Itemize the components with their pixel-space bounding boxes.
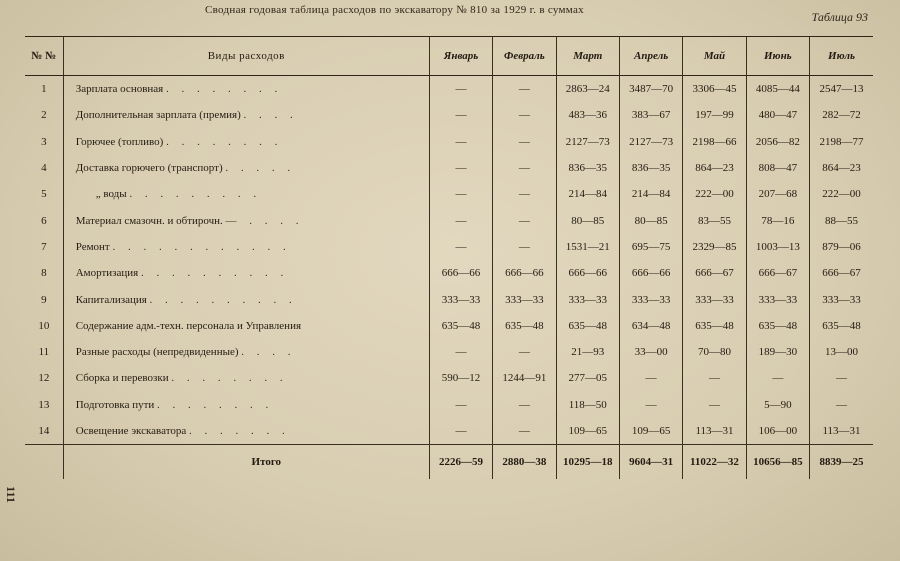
column-header-month: Февраль [493,37,556,76]
expense-name-cell [63,339,429,365]
month-value-cell: — [493,155,556,181]
month-value-cell: 214—84 [619,181,682,207]
month-value-cell: 836—35 [556,155,619,181]
table-row [25,129,873,155]
table-caption: Сводная годовая таблица расходов по экскаватору № 810 за 1929 г. в суммах [205,4,584,16]
month-value-cell: 207—68 [746,181,809,207]
column-header-month: Июнь [746,37,809,76]
month-value-cell: — [429,234,492,260]
leader-dots: . . . . . . . . [165,83,283,96]
expense-name-cell [63,155,429,181]
expense-name-cell [63,102,429,128]
table-row [25,155,873,181]
month-value-cell: — [683,365,746,391]
month-value-cell: — [429,102,492,128]
month-value-cell: 864—23 [810,155,873,181]
row-number: 12 [38,372,50,385]
month-value-cell: 333—33 [683,286,746,312]
month-value-cell: 214—84 [556,181,619,207]
month-value-cell: 666—66 [619,260,682,286]
table-row [25,313,873,339]
expense-name: Содержание адм.-техн. персонала и Управления [75,319,302,332]
month-value-cell: 635—48 [493,313,556,339]
table-row [25,234,873,260]
expense-name-cell [63,207,429,233]
month-value-cell: 635—48 [810,313,873,339]
row-number: 6 [41,214,47,227]
month-value-cell: 333—33 [619,286,682,312]
month-value-cell: 666—66 [429,260,492,286]
expense-name: Капитализация [75,293,147,306]
total-value-cell: 9604—31 [619,445,682,480]
month-value-cell: 2056—82 [746,129,809,155]
month-value-cell: — [429,129,492,155]
month-value-cell: 78—16 [746,207,809,233]
month-value-cell: — [493,392,556,418]
month-value-cell: 590—12 [429,365,492,391]
expense-name-cell [63,76,429,103]
page-number: 111 [3,486,18,503]
leader-dots: . . . . [241,346,296,359]
table-row [25,260,873,286]
month-value-cell: 109—65 [556,418,619,445]
table-row [25,181,873,207]
leader-dots: . . . . . . . . [157,398,274,411]
total-value-cell: 10295—18 [556,445,619,480]
month-value-cell: — [493,102,556,128]
month-value-cell: — [429,76,492,103]
expense-name: Дополнительная зарплата (премия) [75,109,241,122]
month-value-cell: 2127—73 [556,129,619,155]
month-value-cell: 635—48 [683,313,746,339]
expense-name: Амортизация [75,267,139,280]
month-value-cell: — [619,365,682,391]
month-value-cell: 222—00 [810,181,873,207]
month-value-cell: — [493,76,556,103]
month-value-cell: 2329—85 [683,234,746,260]
row-number: 1 [41,83,47,96]
month-value-cell: 80—85 [556,207,619,233]
leader-dots: . . . . [243,109,298,122]
month-value-cell: 3487—70 [619,76,682,103]
month-value-cell: — [810,365,873,391]
column-header-month: Май [683,37,746,76]
month-value-cell: 666—67 [683,260,746,286]
month-value-cell: 333—33 [493,286,556,312]
total-row-number [25,445,63,480]
row-number: 13 [38,398,50,411]
expense-name: Разные расходы (непредвиденные) [75,346,239,359]
month-value-cell: 333—33 [429,286,492,312]
month-value-cell: — [619,392,682,418]
leader-dots: . . . . . [225,162,296,175]
row-number: 2 [41,109,47,122]
month-value-cell: — [429,418,492,445]
expense-name: Ремонт [75,240,110,253]
month-value-cell: 70—80 [683,339,746,365]
total-label: Итого [63,445,429,480]
month-value-cell: 333—33 [746,286,809,312]
row-number: 11 [38,346,50,359]
month-value-cell: 1244—91 [493,365,556,391]
month-value-cell: 695—75 [619,234,682,260]
expense-name-cell [63,129,429,155]
month-value-cell: 33—00 [619,339,682,365]
leader-dots: . . . . . . . . [166,135,283,148]
table-row [25,76,873,103]
month-value-cell: 635—48 [746,313,809,339]
expense-name: „ воды [95,188,127,201]
table-row [25,207,873,233]
month-value-cell: 383—67 [619,102,682,128]
total-row [25,445,873,480]
month-value-cell: 2127—73 [619,129,682,155]
month-value-cell: 83—55 [683,207,746,233]
column-header-expense-type: Виды расходов [63,37,429,76]
month-value-cell: 836—35 [619,155,682,181]
month-value-cell: 808—47 [746,155,809,181]
column-header-month: Январь [429,37,492,76]
expense-name-cell [63,418,429,445]
table-row [25,392,873,418]
month-value-cell: 666—67 [810,260,873,286]
table-number-label: Таблица 93 [811,10,868,24]
column-header-month: Июль [810,37,873,76]
month-value-cell: 864—23 [683,155,746,181]
month-value-cell: 2863—24 [556,76,619,103]
month-value-cell: 666—67 [746,260,809,286]
month-value-cell: 879—06 [810,234,873,260]
expense-table [25,36,873,479]
expense-name: Горючее (топливо) [75,135,164,148]
expense-name-cell [63,286,429,312]
table-row [25,418,873,445]
month-value-cell: — [810,392,873,418]
leader-dots: . . . . . . . . . . [149,293,297,306]
month-value-cell: 88—55 [810,207,873,233]
month-value-cell: 333—33 [556,286,619,312]
month-value-cell: 113—31 [683,418,746,445]
expense-name: Сборка и перевозки [75,372,169,385]
expense-name: Зарплата основная [75,83,164,96]
month-value-cell: 634—48 [619,313,682,339]
table-header [25,37,873,76]
leader-dots: . . . . . . . [189,425,290,437]
month-value-cell: 13—00 [810,339,873,365]
month-value-cell: 2547—13 [810,76,873,103]
table-row [25,286,873,312]
month-value-cell: 197—99 [683,102,746,128]
expense-name: Материал смазочн. и обтирочн. [75,214,223,227]
month-value-cell: 118—50 [556,392,619,418]
total-value-cell: 10656—85 [746,445,809,480]
row-number: 10 [38,319,50,332]
leader-dots: . . . . . . . . . . [140,267,289,280]
expense-name: Освещение экскаватора [75,425,187,437]
expense-name-cell [63,392,429,418]
leader-dots: . . . . . . . . . [129,188,262,201]
month-value-cell: 635—48 [556,313,619,339]
month-value-cell: — [683,392,746,418]
month-value-cell: 1531—21 [556,234,619,260]
month-value-cell: — [429,155,492,181]
month-value-cell: — [493,207,556,233]
table-body [25,76,873,480]
month-value-cell: 113—31 [810,418,873,445]
month-value-cell: 282—72 [810,102,873,128]
total-value-cell: 2880—38 [493,445,556,480]
row-number: 7 [41,240,47,253]
month-value-cell: 5—90 [746,392,809,418]
table-row [25,339,873,365]
month-value-cell: — [493,181,556,207]
month-value-cell: 1003—13 [746,234,809,260]
expense-name-cell [63,365,429,391]
month-value-cell: 4085—44 [746,76,809,103]
total-value-cell: 8839—25 [810,445,873,480]
row-number: 8 [41,267,47,280]
month-value-cell: 222—00 [683,181,746,207]
month-value-cell: 277—05 [556,365,619,391]
month-value-cell: — [429,207,492,233]
month-value-cell: 333—33 [810,286,873,312]
column-header-month: Апрель [619,37,682,76]
expense-name: Доставка горючего (транспорт) [75,162,223,175]
month-value-cell: — [746,365,809,391]
row-number: 4 [41,162,47,175]
month-value-cell: — [429,181,492,207]
table-row [25,365,873,391]
row-number: 9 [41,293,47,306]
row-number: 14 [38,425,50,437]
month-value-cell: 3306—45 [683,76,746,103]
month-value-cell: — [493,234,556,260]
month-value-cell: 106—00 [746,418,809,445]
month-value-cell: — [429,339,492,365]
month-value-cell: 80—85 [619,207,682,233]
month-value-cell: — [493,339,556,365]
leader-dots: . . . . . . . . [171,372,288,385]
month-value-cell: 2198—77 [810,129,873,155]
leader-dots: . . . . . . . . . . . . [112,240,291,253]
expense-name-cell [63,260,429,286]
table-row [25,102,873,128]
month-value-cell: — [429,392,492,418]
month-value-cell: 2198—66 [683,129,746,155]
total-value-cell: 11022—32 [683,445,746,480]
expense-name: Подготовка пути [75,398,155,411]
month-value-cell: 480—47 [746,102,809,128]
month-value-cell: — [493,129,556,155]
row-number: 5 [41,188,47,201]
month-value-cell: 666—66 [493,260,556,286]
leader-dots: — . . . . [225,214,304,227]
header-row [25,37,873,76]
expense-name-cell [63,181,429,207]
month-value-cell: 635—48 [429,313,492,339]
month-value-cell: 483—36 [556,102,619,128]
month-value-cell: 666—66 [556,260,619,286]
month-value-cell: 109—65 [619,418,682,445]
expense-name-cell [63,234,429,260]
column-header-month: Март [556,37,619,76]
month-value-cell: 21—93 [556,339,619,365]
column-header-no: № № [25,37,63,76]
month-value-cell: 189—30 [746,339,809,365]
row-number: 3 [41,135,47,148]
expense-name-cell [63,313,429,339]
month-value-cell: — [493,418,556,445]
total-value-cell: 2226—59 [429,445,492,480]
